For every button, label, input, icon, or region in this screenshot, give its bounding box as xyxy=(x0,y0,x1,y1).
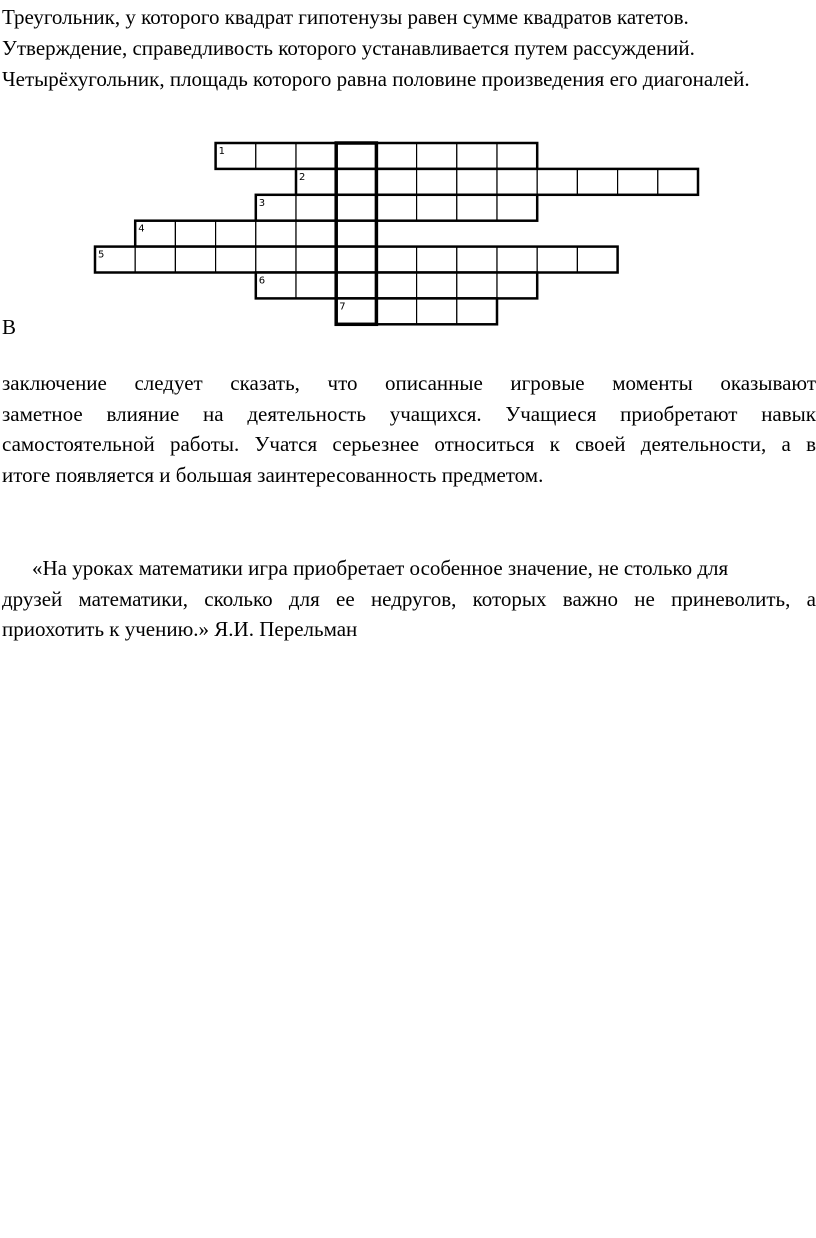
crossword-cell[interactable] xyxy=(256,143,296,169)
crossword-cell[interactable] xyxy=(376,247,416,273)
crossword-cell[interactable] xyxy=(417,298,457,324)
crossword-row-6 xyxy=(256,273,537,299)
definition-line: Утверждение, справедливость которого устанавливается путем рассуждений. xyxy=(2,36,695,60)
conclusion-line: итоге появляется и большая заинтересованность предметом. xyxy=(2,462,544,487)
definition-line: Четырёхугольник, площадь которого равна половине произведения его диагоналей. xyxy=(2,67,750,91)
crossword-cell[interactable] xyxy=(296,143,336,169)
crossword-cell[interactable] xyxy=(336,195,376,221)
conclusion-line: заключение следует сказать, что описанные игровые моменты оказывают xyxy=(2,371,816,395)
crossword-cell[interactable] xyxy=(497,143,537,169)
crossword-row-2 xyxy=(296,169,698,195)
quote-paragraph xyxy=(2,553,816,645)
crossword-cell[interactable] xyxy=(497,273,537,299)
conclusion-paragraph xyxy=(2,368,816,490)
crossword-cell[interactable] xyxy=(376,298,416,324)
crossword-cell[interactable] xyxy=(457,169,497,195)
crossword-cell[interactable] xyxy=(216,221,256,247)
crossword-clue-number: 2 xyxy=(299,171,306,183)
crossword-cell[interactable] xyxy=(296,221,336,247)
crossword-cell[interactable] xyxy=(256,247,296,273)
crossword-cell[interactable] xyxy=(457,273,497,299)
crossword-clue-number: 1 xyxy=(218,146,225,157)
conclusion-line: заметное влияние на деятельность учащихся. Учащиеся приобретают навык xyxy=(2,401,816,426)
crossword-cell[interactable] xyxy=(457,143,497,169)
conclusion-line: самостоятельной работы. Учатся серьезнее относиться к своей деятельности, а в xyxy=(2,432,816,456)
quote-line: приохотить к учению.» Я.И. Перельман xyxy=(2,617,358,641)
crossword-cell[interactable] xyxy=(336,273,376,299)
crossword-cell[interactable] xyxy=(336,221,376,247)
crossword-clue-number: 6 xyxy=(258,275,266,287)
crossword-row-3 xyxy=(256,195,537,221)
crossword-cell[interactable] xyxy=(175,221,215,247)
crossword-cell[interactable] xyxy=(296,195,336,221)
crossword-cell[interactable] xyxy=(296,247,336,273)
crossword-cell[interactable] xyxy=(658,169,698,195)
crossword-clue-number: 4 xyxy=(138,223,145,235)
crossword-cell[interactable] xyxy=(417,247,457,273)
crossword-cell[interactable] xyxy=(135,247,175,273)
crossword-cell[interactable] xyxy=(537,169,577,195)
crossword-cell[interactable] xyxy=(216,247,256,273)
crossword-cell[interactable] xyxy=(417,169,457,195)
crossword-cell[interactable] xyxy=(577,169,617,195)
crossword-clue-number: 5 xyxy=(98,249,105,261)
crossword-cell[interactable] xyxy=(497,247,537,273)
crossword-cell[interactable] xyxy=(376,169,416,195)
crossword-cell[interactable] xyxy=(376,195,416,221)
crossword-grid xyxy=(0,0,816,340)
definition-line: Треугольник, у которого квадрат гипотенузы равен сумме квадратов катетов. xyxy=(2,5,689,29)
quote-line: «На уроках математики игра приобретает особенное значение, не столько для xyxy=(32,556,729,580)
crossword-cell[interactable] xyxy=(336,169,376,195)
crossword-cell[interactable] xyxy=(497,169,537,195)
crossword-cell[interactable] xyxy=(417,195,457,221)
crossword-row-5 xyxy=(95,247,618,273)
crossword-clue-number: 7 xyxy=(339,301,346,313)
crossword-cell[interactable] xyxy=(577,247,617,273)
crossword-row-7 xyxy=(336,298,497,324)
crossword-cell[interactable] xyxy=(618,169,658,195)
crossword-cell[interactable] xyxy=(417,273,457,299)
crossword-cell[interactable] xyxy=(417,143,457,169)
crossword-cell[interactable] xyxy=(376,143,416,169)
crossword-cell[interactable] xyxy=(175,247,215,273)
crossword-cell[interactable] xyxy=(457,298,497,324)
crossword-clue-number: 3 xyxy=(258,197,266,209)
crossword-cell[interactable] xyxy=(537,247,577,273)
stray-letter: В xyxy=(2,315,17,339)
crossword-cell[interactable] xyxy=(457,247,497,273)
crossword-cell[interactable] xyxy=(296,273,336,299)
crossword-cell[interactable] xyxy=(497,195,537,221)
crossword-cell[interactable] xyxy=(336,143,376,169)
crossword-cell[interactable] xyxy=(457,195,497,221)
crossword-cell[interactable] xyxy=(256,221,296,247)
crossword-cell[interactable] xyxy=(336,247,376,273)
crossword-cell[interactable] xyxy=(376,273,416,299)
quote-line: друзей математики, сколько для ее недругов, которых важно не приневолить, а xyxy=(2,586,816,611)
crossword-row-4 xyxy=(135,221,376,247)
